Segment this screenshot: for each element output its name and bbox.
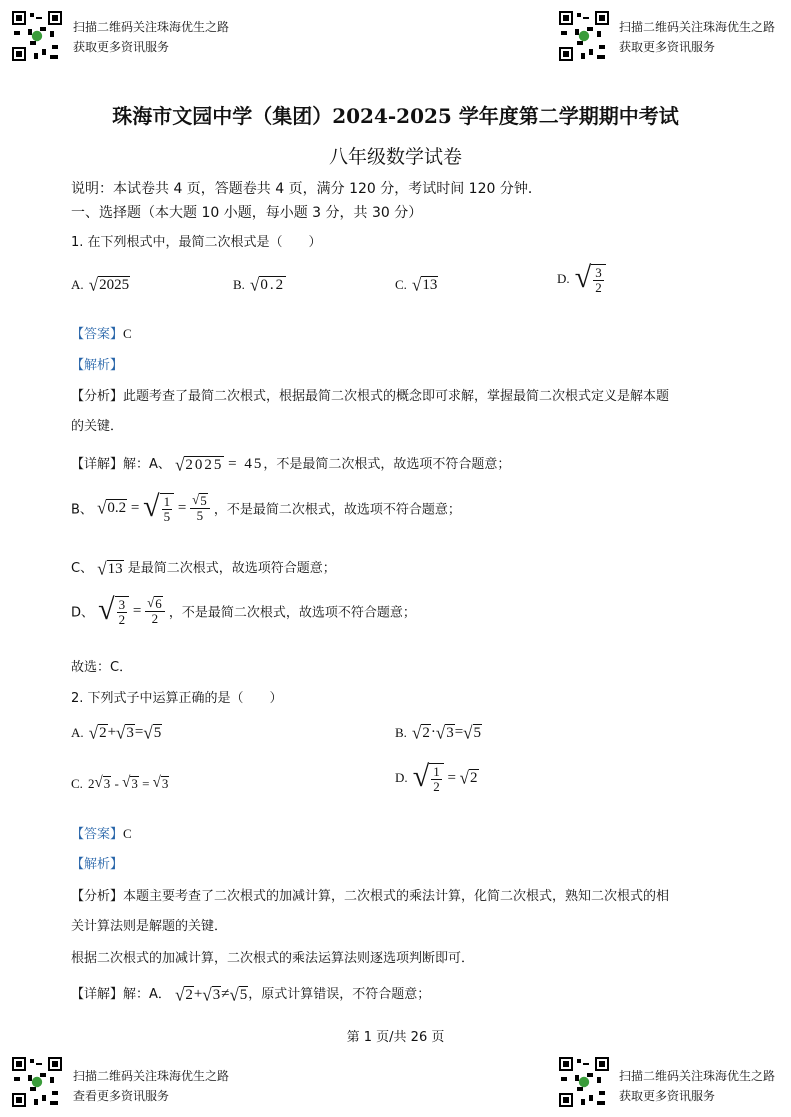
detail-prefix: B、 bbox=[71, 502, 93, 518]
denominator: 2 bbox=[151, 611, 159, 627]
radicand: 3 bbox=[161, 775, 169, 791]
detail-text: ，不是最简二次根式，故选项不符合题意； bbox=[213, 502, 461, 518]
numerator: 5 bbox=[200, 493, 207, 509]
equals: = bbox=[134, 724, 144, 740]
q1-detail-d: D、 √ $\frac{3}{2}$ = √ 6 2 ，不是最简二次根式，故选项不符合题意； bbox=[71, 593, 416, 627]
q2-option-c: C. 2 √ 3 - √ 3 = √ 3 bbox=[71, 774, 169, 792]
qr-caption-line1: 扫描二维码关注珠海优生之路 bbox=[619, 1069, 776, 1083]
radicand: 5 bbox=[473, 724, 482, 741]
q2-fenxi-line2: 关计算法则是解题的关键． bbox=[71, 919, 228, 934]
numerator: 3 bbox=[595, 265, 602, 280]
equals-value: = 45 bbox=[228, 456, 264, 472]
detail-prefix: 解：A． bbox=[123, 987, 171, 1002]
q2-answer bbox=[71, 823, 132, 842]
answer-value: C bbox=[123, 326, 132, 341]
numerator: 1 bbox=[433, 764, 440, 779]
instructions: 说明：本试卷共 4 页，答题卷共 4 页，满分 120 分，考试时间 120 分钟． bbox=[71, 181, 542, 197]
qr-code-icon bbox=[559, 11, 609, 61]
qr-caption-line2: 获取更多资讯服务 bbox=[619, 1089, 716, 1103]
xiangjie-tag: 【详解】 bbox=[71, 987, 124, 1002]
page-number: 第 1 页/共 26 页 bbox=[346, 1030, 445, 1045]
detail-text: ，不是最简二次根式，故选项不符合题意； bbox=[168, 605, 416, 621]
radicand: 5 bbox=[239, 986, 248, 1003]
q1-answer bbox=[71, 323, 132, 342]
not-equal: ≠ bbox=[221, 986, 230, 1002]
radicand: 0.2 bbox=[260, 276, 286, 293]
radicand: 2 bbox=[470, 770, 478, 787]
detail-prefix: D、 bbox=[71, 605, 95, 621]
numerator: 6 bbox=[155, 596, 162, 612]
answer-tag: 【答案】 bbox=[71, 827, 124, 842]
q1-option-c: C. √ 13 bbox=[395, 274, 438, 295]
detail-prefix: C、 bbox=[71, 561, 94, 576]
qr-caption-line1: 扫描二维码关注珠海优生之路 bbox=[73, 20, 230, 34]
equals: = bbox=[447, 769, 456, 786]
fenxi-tag: 【分析】 bbox=[71, 889, 124, 904]
qr-caption-line1: 扫描二维码关注珠海优生之路 bbox=[73, 1069, 230, 1083]
fenxi-text: 本题主要考查了二次根式的加减计算，二次根式的乘法计算，化简二次根式，熟知二次根式的相 bbox=[123, 889, 670, 904]
answer-tag: 【答案】 bbox=[71, 327, 124, 342]
equals: = bbox=[142, 775, 150, 791]
q2-option-a: A. √ 2 + √ 3 = √ 5 bbox=[71, 722, 162, 743]
fenxi-text: 此题考查了最简二次根式，根据最简二次根式的概念即可求解，掌握最简二次根式定义是解本题 bbox=[123, 389, 670, 404]
numerator: 3 bbox=[118, 597, 126, 612]
radicand: 3 bbox=[212, 986, 221, 1003]
radicand: 3 bbox=[446, 724, 454, 741]
q1-option-d: D. √ $\frac{3}{2}$ bbox=[557, 264, 606, 294]
page-subtitle: 八年级数学试卷 bbox=[328, 146, 462, 168]
question-2-stem: 2. 下列式子中运算正确的是（ ） bbox=[71, 691, 283, 706]
answer-value: C bbox=[123, 826, 132, 841]
detail-prefix: 解：A、 bbox=[123, 457, 171, 472]
xiangjie-tag: 【详解】 bbox=[71, 457, 124, 472]
q2-option-d: D. √ $\frac{1}{2}$ = √ 2 bbox=[395, 760, 478, 794]
q1-analysis-tag: 【解析】 bbox=[71, 358, 124, 373]
qr-caption-line1: 扫描二维码关注珠海优生之路 bbox=[619, 20, 776, 34]
q1-detail-b: B、 √ 0.2 = √ $\frac{1}{5}$ = √ 5 5 ，不是最简二次根式，故选项不符合题意； bbox=[71, 490, 461, 524]
header-left-text bbox=[73, 17, 229, 57]
radicand: 2 bbox=[422, 724, 430, 741]
fenxi-tag: 【分析】 bbox=[71, 389, 124, 404]
operator: + bbox=[193, 986, 203, 1002]
denominator: 2 bbox=[433, 778, 440, 794]
denominator: 5 bbox=[196, 508, 204, 524]
option-label: B. bbox=[395, 725, 407, 740]
coefficient: 2 bbox=[88, 775, 95, 791]
qr-code-icon bbox=[12, 11, 62, 61]
page-title: 珠海市文园中学（集团）2024-2025 学年度第二学期期中考试 bbox=[112, 104, 679, 128]
qr-caption-line2: 获取更多资讯服务 bbox=[619, 40, 716, 54]
radicand: 13 bbox=[422, 276, 438, 293]
question-1-stem: 1. 在下列根式中，最简二次根式是（ ） bbox=[71, 235, 322, 250]
radicand: 2025 bbox=[185, 456, 224, 473]
section-heading: 一、选择题（本大题 10 小题，每小题 3 分，共 30 分） bbox=[71, 205, 423, 221]
radicand: 3 bbox=[131, 775, 138, 791]
radicand: 2 bbox=[99, 724, 107, 741]
q2-option-b: B. √ 2 · √ 3 = √ 5 bbox=[395, 722, 482, 743]
radicand: 5 bbox=[153, 724, 162, 741]
option-label: C. bbox=[71, 776, 83, 791]
radicand: 3 bbox=[103, 775, 111, 791]
qr-code-icon bbox=[12, 1057, 62, 1107]
q1-fenxi-line2: 的关键． bbox=[71, 419, 124, 434]
q1-detail-a: 【详解】解：A、 √ 2025 = 45 ，不是最简二次根式，故选项不符合题意； bbox=[71, 454, 511, 475]
q1-conclusion: 故选：C． bbox=[71, 660, 133, 675]
footer-left-text bbox=[73, 1066, 229, 1106]
footer-right-text bbox=[619, 1066, 775, 1106]
detail-text: 是最简二次根式，故选项符合题意； bbox=[127, 561, 336, 576]
option-label: B. bbox=[233, 277, 245, 292]
denominator: 2 bbox=[118, 611, 126, 627]
qr-code-icon bbox=[559, 1057, 609, 1107]
equals: = bbox=[454, 724, 464, 740]
option-label: A. bbox=[71, 725, 84, 740]
radicand: 13 bbox=[107, 560, 123, 577]
q1-fenxi-line1 bbox=[71, 385, 669, 404]
operator: + bbox=[107, 724, 117, 740]
header-right-text bbox=[619, 17, 775, 57]
q2-fenxi-line1 bbox=[71, 885, 669, 904]
radicand: 0.2 bbox=[107, 500, 127, 517]
q1-detail-c: C、 √ 13 是最简二次根式，故选项符合题意； bbox=[71, 558, 336, 579]
radicand: 2025 bbox=[99, 276, 130, 293]
q2-detail-a: 【详解】解：A． √ 2 + √ 3 ≠ √ 5 ，原式计算错误，不符合题意； bbox=[71, 984, 431, 1005]
operator: · bbox=[430, 724, 436, 740]
denominator: 5 bbox=[163, 508, 171, 524]
option-label: D. bbox=[557, 271, 570, 287]
operator: - bbox=[114, 775, 119, 791]
q2-fenxi-line3: 根据二次根式的加减计算，二次根式的乘法运算法则逐选项判断即可． bbox=[71, 951, 475, 966]
radicand: 3 bbox=[126, 724, 134, 741]
option-label: D. bbox=[395, 770, 408, 786]
radicand: 2 bbox=[185, 986, 193, 1003]
q2-analysis-tag: 【解析】 bbox=[71, 857, 124, 872]
denominator: 2 bbox=[595, 279, 602, 295]
q1-option-b: B. √ 0.2 bbox=[233, 274, 286, 295]
numerator: 1 bbox=[163, 494, 171, 509]
qr-caption-line2: 获取更多资讯服务 bbox=[73, 40, 170, 54]
qr-caption-line2: 查看更多资讯服务 bbox=[73, 1089, 170, 1103]
detail-text: ，不是最简二次根式，故选项不符合题意； bbox=[263, 457, 511, 472]
option-label: C. bbox=[395, 277, 407, 292]
q1-option-a: A. √ 2025 bbox=[71, 274, 130, 295]
option-label: A. bbox=[71, 277, 84, 292]
detail-text: ，原式计算错误，不符合题意； bbox=[248, 987, 431, 1002]
